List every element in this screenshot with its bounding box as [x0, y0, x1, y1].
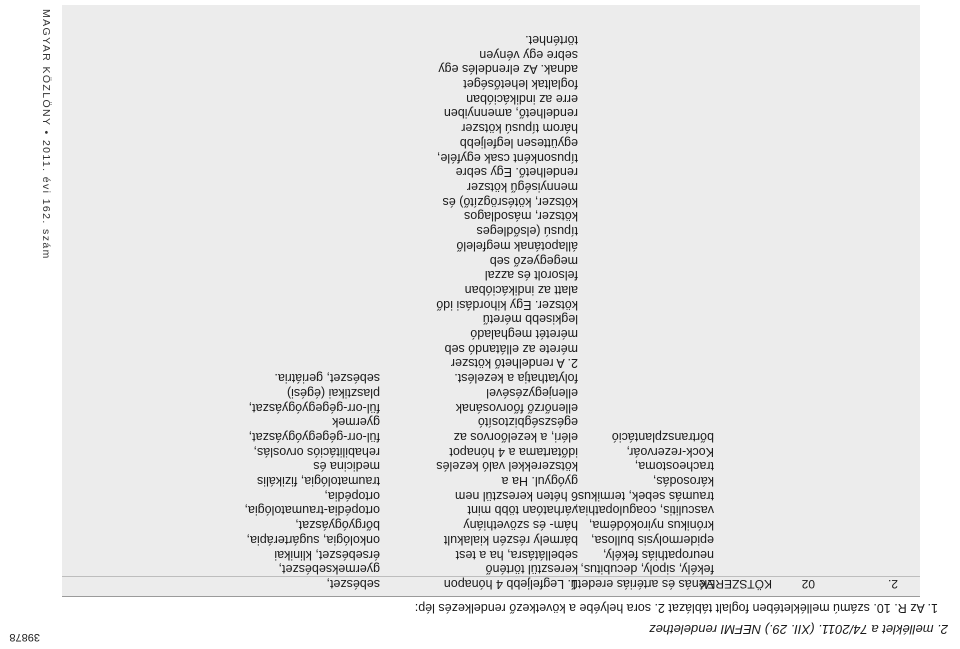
- text-line: keresztül történő: [485, 562, 578, 577]
- text-line: várhatóan több mint: [467, 503, 578, 518]
- text-line: erre az indikációban: [466, 91, 578, 106]
- text-line: sebészet,: [326, 577, 380, 591]
- text-line: történhet.: [525, 32, 578, 47]
- text-line: kötszer, kötésrögzítő) és: [442, 194, 578, 209]
- text-line: három típusú kötszer: [461, 121, 578, 136]
- text-line: epidermolysis bullosa,: [591, 532, 714, 547]
- text-line: adnak. Az elrendelés egy: [438, 62, 578, 77]
- text-line: rendelhető. Egy sebre: [455, 165, 578, 180]
- text-line: 6 héten keresztül nem: [455, 488, 578, 503]
- text-line: fül-orr-gégegyógyászat,: [248, 429, 380, 444]
- text-line: érsebészet, klinikai: [274, 547, 380, 562]
- page-header-title: 2. melléklet a 74/2011. (XII. 29.) NEFMI rendelethez: [649, 622, 948, 637]
- text-line: sebellátásra, ha a test: [455, 547, 578, 562]
- text-line: sebre egy vényen: [479, 47, 578, 62]
- text-line: sebészet, geriátria.: [274, 371, 380, 386]
- text-line: együttesen legfeljebb: [459, 135, 578, 150]
- text-line: mennyiségű kötszer: [466, 180, 578, 195]
- text-line: eléri, a kezelőorvos az: [453, 429, 578, 444]
- specialty-column: [245, 370, 381, 591]
- text-line: kötszerekkel való kezelés: [436, 459, 578, 474]
- text-line: fül-orr-gégegyógyászat,: [248, 400, 380, 415]
- text-line: alatt az indikációban: [464, 282, 578, 297]
- text-line: onkológia, sugárterápia,: [246, 532, 380, 547]
- text-line: vasculitis, coagulopathia,: [575, 503, 714, 518]
- text-line: ortopédia-traumatológia,: [244, 503, 380, 518]
- text-line: rehabilitációs orvoslás,: [253, 444, 380, 459]
- text-line: gyermeksebészet,: [278, 562, 380, 577]
- table-row-number: 2.: [887, 577, 898, 591]
- text-line: ellenjegyzésével: [486, 385, 578, 400]
- text-line: típusú (elsődleges: [476, 224, 578, 239]
- text-line: Kock-rezervoár,: [626, 444, 714, 459]
- text-line: állapotának megfelelő: [456, 238, 578, 253]
- table-row-code: 02: [801, 577, 815, 591]
- table-row-name: KÖTSZEREK: [699, 577, 772, 591]
- gazette-running-header: MAGYAR KÖZLÖNY • 2011. évi 162. szám: [40, 9, 52, 260]
- table-top-rule: [62, 596, 920, 597]
- text-line: típusonként csak egyféle,: [436, 150, 578, 165]
- text-line: időtartama a 4 hónapot: [449, 444, 578, 459]
- text-line: gyermek: [332, 415, 380, 430]
- text-line: folytathatja a kezelést.: [454, 371, 578, 386]
- amendment-instruction: 1. Az R. 10. számú mellékletében foglalt táblázat 2. sora helyébe a következő rendelkezés lép:: [414, 601, 938, 615]
- text-line: tracheostoma,: [634, 459, 714, 474]
- text-line: rendelhető, amennyiben: [443, 106, 578, 121]
- text-line: egészségbiztosító: [477, 415, 578, 430]
- text-line: kötszer, másodlagos: [464, 209, 578, 224]
- text-line: traumatológia, fizikális: [257, 474, 380, 489]
- text-line: 1. Legfeljebb 4 hónapon: [443, 577, 578, 591]
- text-line: 2. A rendelhető kötszer: [450, 356, 578, 371]
- text-line: megegyező seb: [489, 253, 578, 268]
- text-line: bőrgyógyászat,: [295, 518, 380, 533]
- indication-column: [571, 429, 714, 591]
- text-line: traumás sebek, termikus: [577, 488, 714, 503]
- prescription-rule-column: [436, 32, 578, 591]
- text-line: felsorolt és azzal: [484, 268, 578, 283]
- text-line: hám- és szövethiány: [463, 518, 578, 533]
- text-line: plasztikai (égési): [286, 385, 380, 400]
- page-number: 39878: [9, 631, 40, 643]
- text-line: bármely részén kialakult: [443, 532, 578, 547]
- text-line: foglaltak lehetőséget: [463, 77, 578, 92]
- text-line: mérete az ellátandó seb: [444, 341, 578, 356]
- text-line: bőrtranszplantáció: [611, 429, 714, 444]
- text-line: krónikus nyirokódéma,: [588, 518, 714, 533]
- text-line: károsodás,: [652, 474, 714, 489]
- text-line: gyógyul. Ha a: [501, 474, 578, 489]
- text-line: kötszer. Egy kihordási idő: [436, 297, 578, 312]
- text-line: fekély, sipoly, decubitus,: [580, 562, 714, 577]
- text-line: legkisebb méretű: [482, 312, 578, 327]
- text-line: medicina és: [313, 459, 380, 474]
- text-line: ortopédia,: [324, 488, 380, 503]
- text-line: méretét meghaladó: [470, 327, 578, 342]
- text-line: neuropathiás fekély,: [603, 547, 714, 562]
- text-line: Vénás és artériás eredetű: [570, 577, 714, 591]
- text-line: ellenőrző főorvosának: [455, 400, 578, 415]
